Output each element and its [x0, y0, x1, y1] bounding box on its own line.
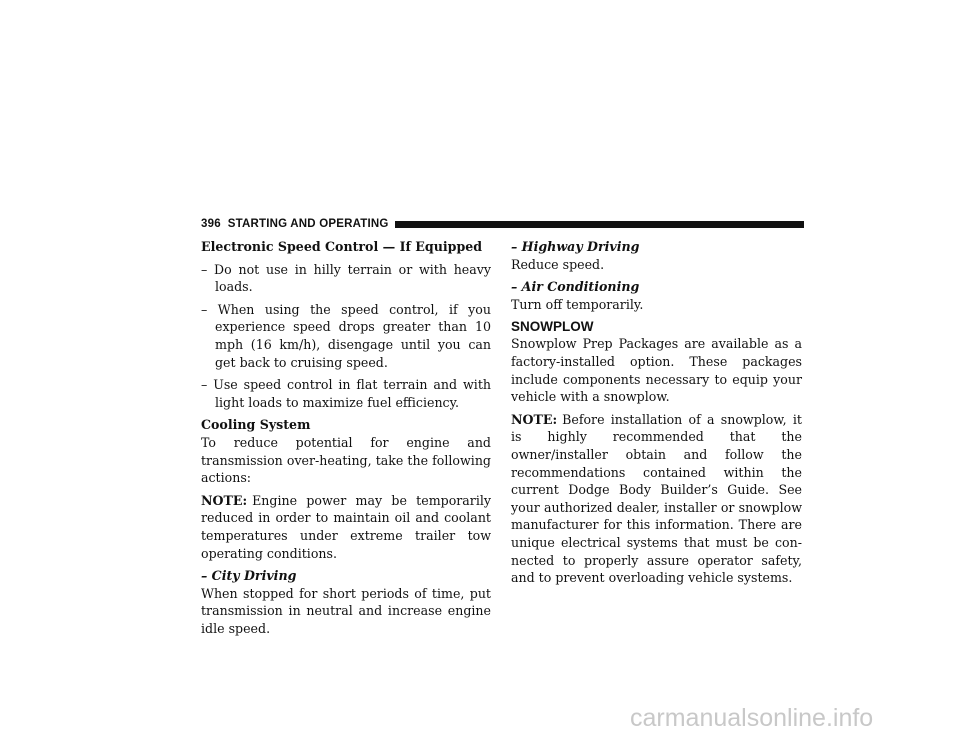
snowplow-heading: SNOWPLOW — [511, 319, 594, 335]
section-title: STARTING AND OPERATING — [227, 218, 389, 230]
air-conditioning-heading: – Air Conditioning — [511, 279, 640, 295]
air-conditioning-text: Turn off temporarily. — [511, 296, 644, 312]
page-number: 396 — [201, 218, 221, 230]
page-header — [201, 217, 804, 231]
cooling-heading: Cooling System — [201, 417, 311, 433]
left-column — [201, 238, 491, 642]
cooling-note — [201, 492, 491, 562]
highway-driving-heading: – Highway Driving — [511, 239, 640, 254]
right-column — [511, 238, 802, 592]
note-text: Engine power may be temporarily reduced in order to maintain oil and coolant temperatures under extreme trailer tow operating conditions. — [201, 492, 491, 561]
speed-control-heading: Electronic Speed Control — If Equipped — [201, 239, 483, 254]
note-text: Before installation of a snowplow, it is highly recommended that the owner/installer obtain and follow the recommendations contained within the current Dodge Body Builder’s Guide. See your authorized dealer, installer or snowplow manufacturer for this information. There are unique electrical systems that must be con-nected to properly assure operator safety, and to prevent overloading vehicle systems. — [511, 411, 802, 586]
note-label: NOTE: — [511, 411, 558, 427]
speed-item-1: – Do not use in hilly terrain or with heavy loads. — [201, 261, 491, 295]
snowplow-note — [511, 411, 802, 587]
header-rule — [395, 221, 804, 228]
snowplow-text: Snowplow Prep Packages are available as a factory-installed option. These packages include components necessary to equip your vehicle with a snowplow. — [511, 336, 802, 405]
note-label: NOTE: — [201, 492, 248, 508]
city-driving-heading: – City Driving — [201, 568, 297, 584]
city-driving-text: When stopped for short periods of time, put transmission in neutral and increase engine idle speed. — [201, 585, 491, 636]
watermark-text: carmanualsonline.info — [630, 704, 874, 732]
cooling-intro: To reduce potential for engine and transmission over-heating, take the following actions: — [201, 434, 491, 486]
speed-item-2: – When using the speed control, if you experience speed drops greater than 10 mph (16 km/h), disengage until you can get back to cruising speed. — [201, 301, 491, 370]
speed-item-3: – Use speed control in flat terrain and with light loads to maximize fuel efficiency. — [201, 377, 491, 410]
highway-driving-text: Reduce speed. — [511, 256, 605, 272]
